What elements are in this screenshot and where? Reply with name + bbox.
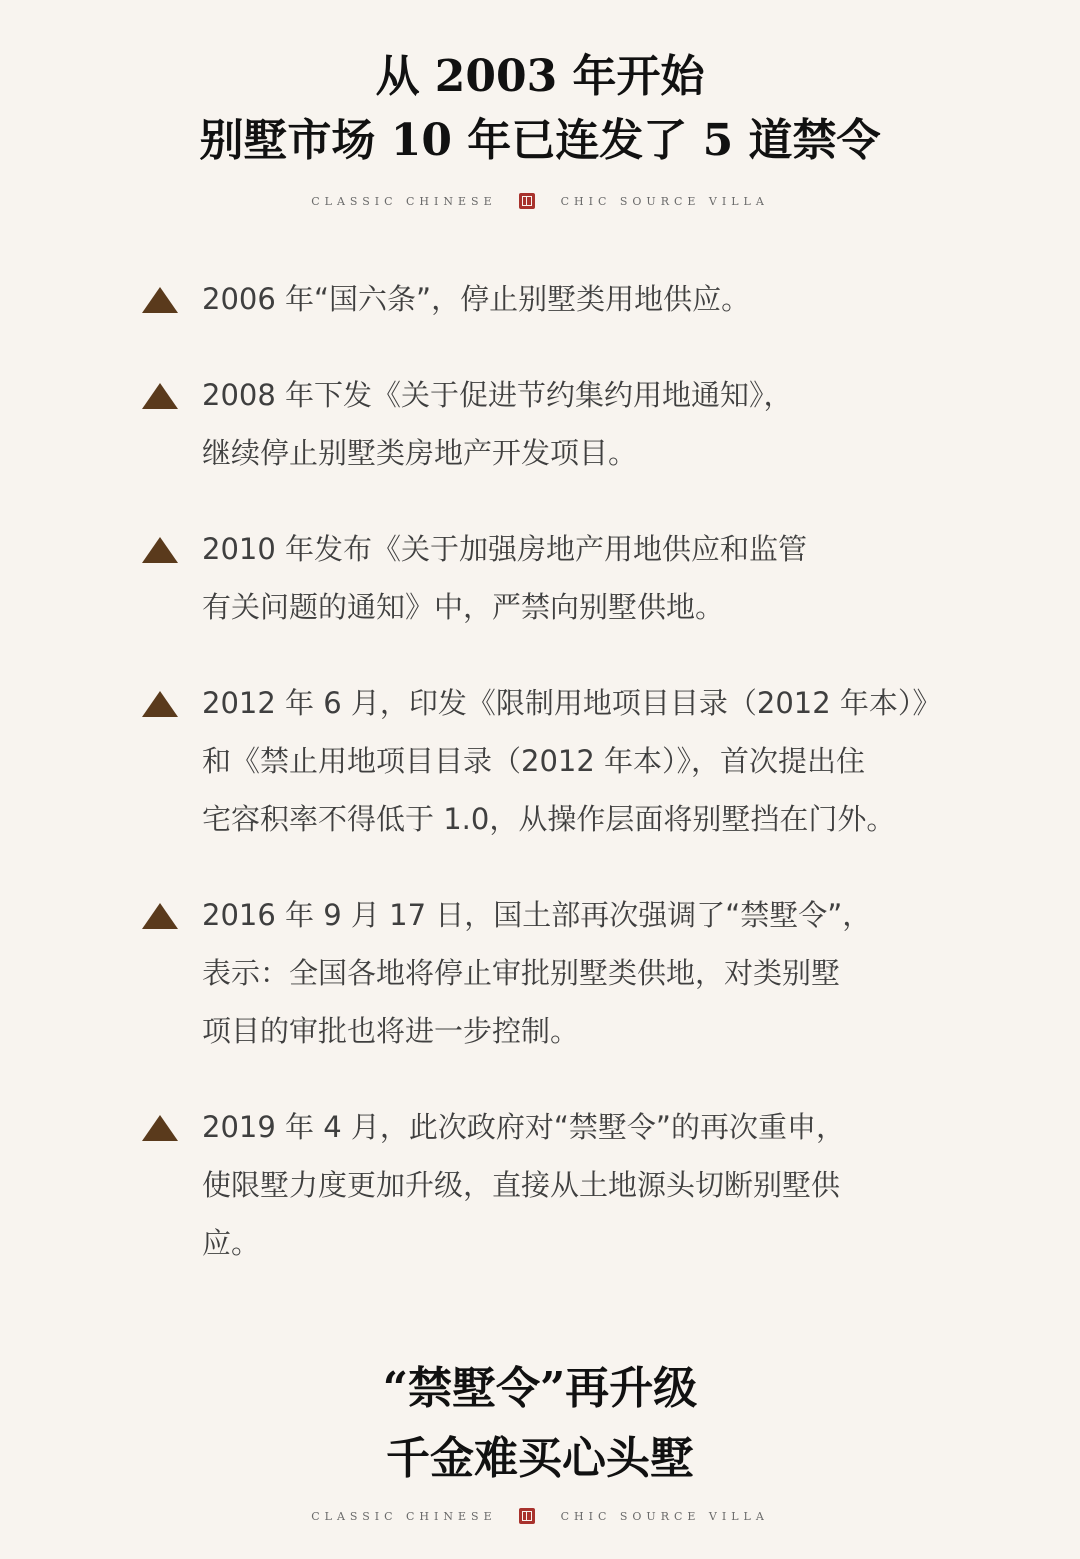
tagline-left: CLASSIC CHINESE bbox=[311, 194, 497, 208]
item-text-line: 使限墅力度更加升级，直接从土地源头切断别墅供 bbox=[202, 1168, 841, 1202]
tagline-left: CLASSIC CHINESE bbox=[311, 1509, 497, 1523]
item-text-line: 宅容积率不得低于 1.0，从操作层面将别墅挡在门外。 bbox=[202, 802, 896, 836]
triangle-bullet-icon bbox=[142, 287, 178, 313]
item-text-line: 2019 年 4 月，此次政府对“禁墅令”的再次重申， bbox=[202, 1110, 845, 1144]
triangle-bullet-icon bbox=[142, 1115, 178, 1141]
top-tagline bbox=[0, 193, 1080, 209]
red-seal-icon bbox=[519, 1508, 535, 1524]
item-text-line: 2008 年下发《关于促进节约集约用地通知》， bbox=[202, 378, 793, 412]
item-text-line: 2010 年发布《关于加强房地产用地供应和监管 bbox=[202, 532, 808, 566]
triangle-bullet-icon bbox=[142, 691, 178, 717]
red-seal-icon bbox=[519, 193, 535, 209]
item-text-line: 2012 年 6 月，印发《限制用地项目目录（2012 年本）》 bbox=[202, 686, 942, 720]
item-text-line: 表示：全国各地将停止审批别墅类供地，对类别墅 bbox=[202, 956, 841, 990]
page-title bbox=[0, 45, 1080, 173]
timeline-item-2010 bbox=[140, 520, 960, 636]
timeline-item-2006 bbox=[140, 270, 960, 328]
tagline-right: CHIC SOURCE VILLA bbox=[560, 194, 769, 208]
triangle-bullet-icon bbox=[142, 903, 178, 929]
item-text-line: 2006 年“国六条”，停止别墅类用地供应。 bbox=[202, 282, 751, 316]
item-text-line: 继续停止别墅类房地产开发项目。 bbox=[202, 436, 638, 470]
tagline-right: CHIC SOURCE VILLA bbox=[560, 1509, 769, 1523]
item-text-line: 应。 bbox=[202, 1226, 261, 1260]
title-line-2: 别墅市场 10 年已连发了 5 道禁令 bbox=[199, 115, 881, 166]
ban-timeline bbox=[140, 270, 960, 1272]
footer-title bbox=[0, 1354, 1080, 1494]
footer-tagline bbox=[0, 1508, 1080, 1524]
title-line-1: 从 2003 年开始 bbox=[375, 51, 705, 102]
item-text-line: 2016 年 9 月 17 日，国土部再次强调了“禁墅令”， bbox=[202, 898, 872, 932]
triangle-bullet-icon bbox=[142, 383, 178, 409]
item-text-line: 和《禁止用地项目目录（2012 年本）》，首次提出住 bbox=[202, 744, 866, 778]
timeline-item-2008 bbox=[140, 366, 960, 482]
item-text-line: 项目的审批也将进一步控制。 bbox=[202, 1014, 580, 1048]
timeline-item-2019 bbox=[140, 1098, 960, 1272]
item-text-line: 有关问题的通知》中，严禁向别墅供地。 bbox=[202, 590, 725, 624]
timeline-item-2016 bbox=[140, 886, 960, 1060]
footer-title-line-1: “禁墅令”再升级 bbox=[382, 1363, 698, 1414]
footer-title-line-2: 千金难买心头墅 bbox=[386, 1433, 694, 1484]
timeline-item-2012 bbox=[140, 674, 960, 848]
triangle-bullet-icon bbox=[142, 537, 178, 563]
